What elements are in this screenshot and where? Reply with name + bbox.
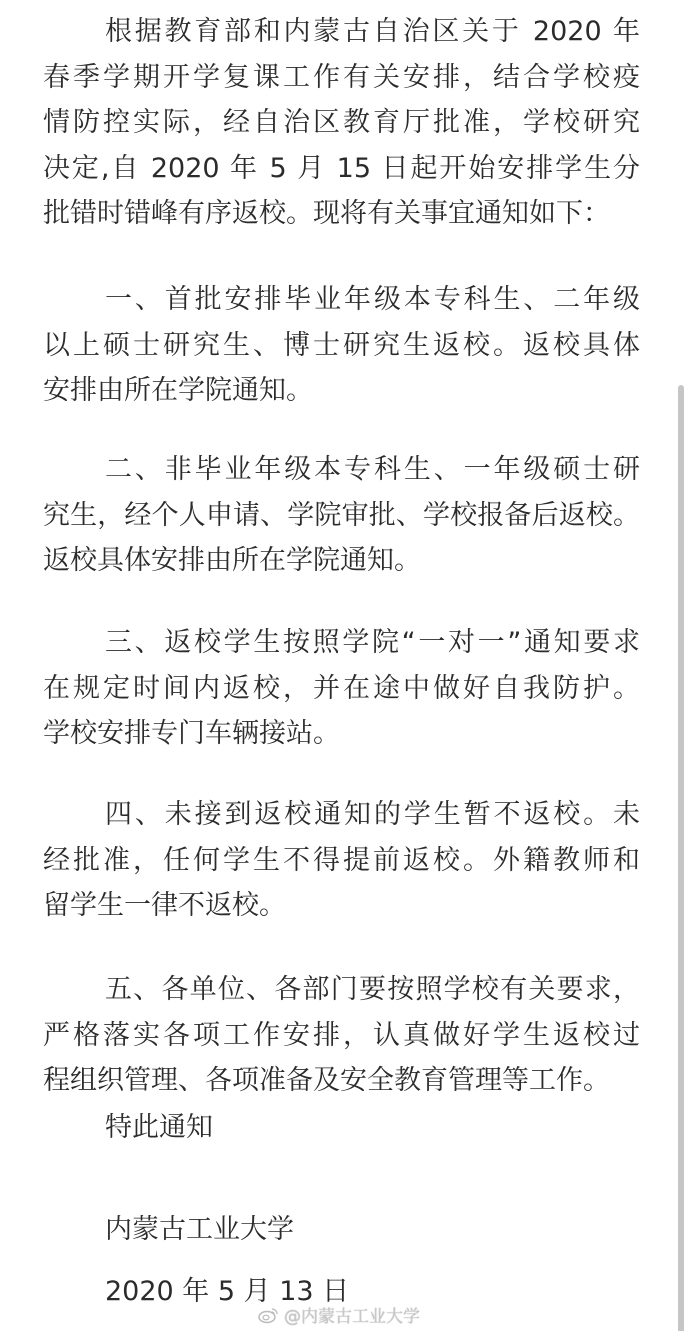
paragraph bbox=[43, 967, 640, 1104]
text-line: 在规定时间内返校，并在途中做好自我防护。 bbox=[43, 672, 640, 704]
text-line: 严格落实各项工作安排，认真做好学生返校过 bbox=[43, 1019, 640, 1051]
text-line: 究生，经个人申请、学院审批、学校报备后返校。 bbox=[43, 499, 640, 531]
paragraph bbox=[43, 1207, 640, 1253]
text-line: 2020 年 5 月 13 日 bbox=[105, 1276, 350, 1307]
text-line: 学校安排专门车辆接站。 bbox=[43, 718, 340, 749]
scrollbar[interactable] bbox=[678, 385, 684, 1331]
watermark bbox=[258, 1302, 420, 1327]
watermark-text: @内蒙古工业大学 bbox=[284, 1307, 420, 1327]
text-line: 二、非毕业年级本专科生、一年级硕士研 bbox=[105, 454, 640, 485]
text-line: 根据教育部和内蒙古自治区关于 2020 年 bbox=[105, 16, 640, 47]
paragraph bbox=[43, 792, 640, 929]
paragraph bbox=[43, 9, 640, 237]
text-line: 三、返校学生按照学院“一对一”通知要求 bbox=[105, 627, 640, 658]
text-line: 春季学期开学复课工作有关安排，结合学校疫 bbox=[43, 61, 640, 93]
paragraph bbox=[43, 620, 640, 757]
text-line: 内蒙古工业大学 bbox=[105, 1214, 294, 1245]
text-line: 程组织管理、各项准备及安全教育管理等工作。 bbox=[43, 1065, 610, 1096]
paragraph bbox=[43, 447, 640, 584]
text-line: 情防控实际，经自治区教育厅批准，学校研究 bbox=[43, 107, 640, 138]
weibo-icon bbox=[258, 1306, 280, 1324]
paragraph bbox=[43, 1105, 640, 1151]
text-line: 四、未接到返校通知的学生暂不返校。未 bbox=[105, 799, 640, 830]
paragraph bbox=[43, 277, 640, 414]
text-line: 批错时错峰有序返校。现将有关事宜通知如下： bbox=[43, 198, 610, 229]
text-line: 经批准，任何学生不得提前返校。外籍教师和 bbox=[43, 844, 640, 876]
text-line: 安排由所在学院通知。 bbox=[43, 375, 313, 406]
text-line: 以上硕士研究生、博士研究生返校。返校具体 bbox=[43, 329, 640, 361]
text-line: 特此通知 bbox=[105, 1112, 213, 1143]
text-line: 决定,自 2020 年 5 月 15 日起开始安排学生分 bbox=[43, 152, 640, 184]
text-line: 一、首批安排毕业年级本专科生、二年级 bbox=[105, 284, 640, 315]
text-line: 五、各单位、各部门要按照学校有关要求， bbox=[105, 974, 640, 1005]
text-line: 返校具体安排由所在学院通知。 bbox=[43, 545, 421, 576]
text-line: 留学生一律不返校。 bbox=[43, 890, 286, 921]
